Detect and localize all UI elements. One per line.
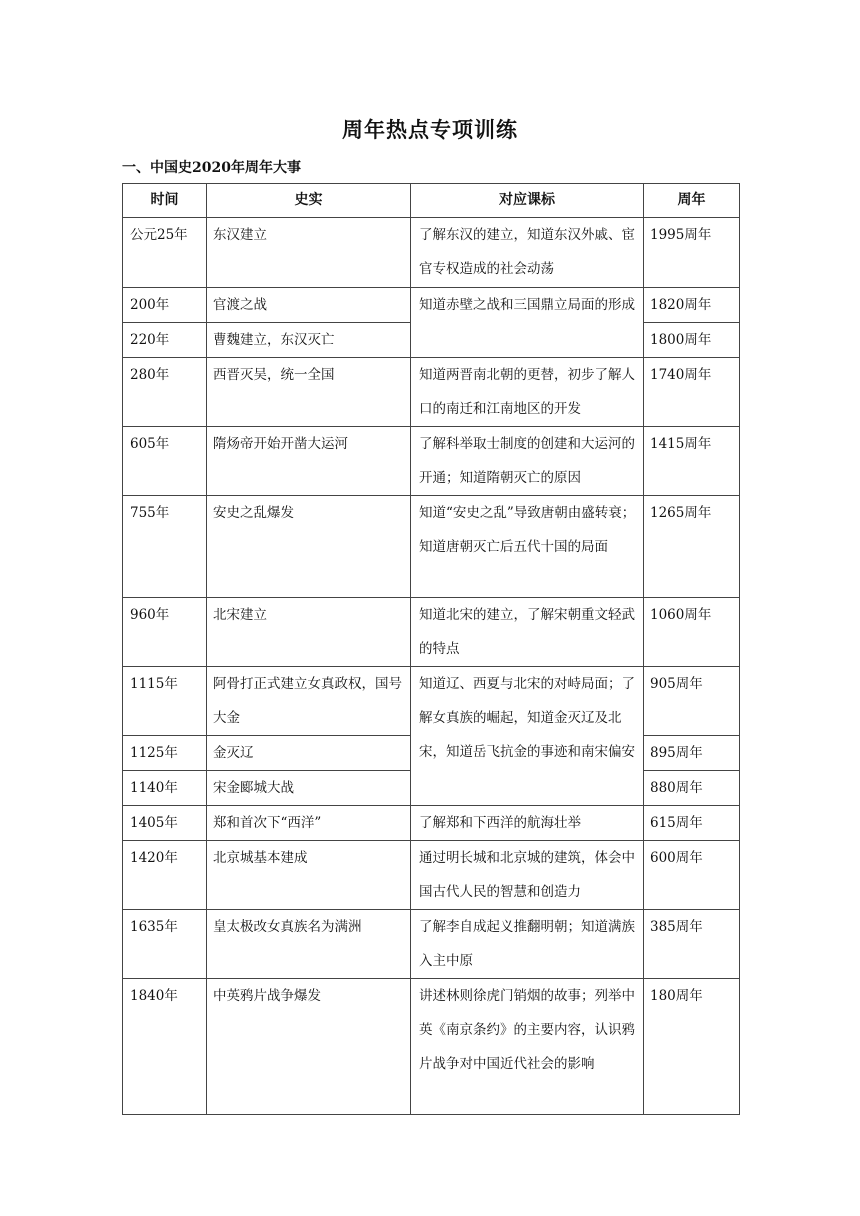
- cell-year: 1115年: [123, 667, 207, 736]
- cell-event: 金灭辽: [207, 736, 411, 771]
- cell-standard: 知道辽、西夏与北宋的对峙局面；了解女真族的崛起，知道金灭辽及北宋，知道岳飞抗金的事迹和南宋偏安: [411, 667, 644, 806]
- anniversary-events-table: [122, 183, 740, 1115]
- header-anniversary: 周年: [644, 184, 740, 218]
- cell-anniversary: 600周年: [644, 841, 740, 910]
- cell-year: 1420年: [123, 841, 207, 910]
- cell-anniversary: 615周年: [644, 806, 740, 841]
- cell-year: 1635年: [123, 910, 207, 979]
- table-row: [123, 496, 740, 598]
- cell-anniversary: 385周年: [644, 910, 740, 979]
- cell-standard: 讲述林则徐虎门销烟的故事；列举中英《南京条约》的主要内容，认识鸦片战争对中国近代社会的影响: [411, 979, 644, 1115]
- cell-anniversary: 895周年: [644, 736, 740, 771]
- cell-standard: 知道赤壁之战和三国鼎立局面的形成: [411, 288, 644, 358]
- table-row: [123, 910, 740, 979]
- cell-anniversary: 1060周年: [644, 598, 740, 667]
- cell-event: 安史之乱爆发: [207, 496, 411, 598]
- cell-event: 北京城基本建成: [207, 841, 411, 910]
- table-row: [123, 218, 740, 288]
- table-row: [123, 806, 740, 841]
- table-header-row: [123, 184, 740, 218]
- header-event: 史实: [207, 184, 411, 218]
- cell-standard: 了解郑和下西洋的航海壮举: [411, 806, 644, 841]
- cell-year: 1840年: [123, 979, 207, 1115]
- cell-year: 1405年: [123, 806, 207, 841]
- cell-year: 755年: [123, 496, 207, 598]
- cell-year: 220年: [123, 323, 207, 358]
- cell-event: 北宋建立: [207, 598, 411, 667]
- cell-standard: 通过明长城和北京城的建筑，体会中国古代人民的智慧和创造力: [411, 841, 644, 910]
- cell-standard: 知道两晋南北朝的更替，初步了解人口的南迁和江南地区的开发: [411, 358, 644, 427]
- table-row: [123, 288, 740, 323]
- cell-year: 200年: [123, 288, 207, 323]
- cell-year: 280年: [123, 358, 207, 427]
- cell-standard: 了解东汉的建立，知道东汉外戚、宦官专权造成的社会动荡: [411, 218, 644, 288]
- cell-anniversary: 1265周年: [644, 496, 740, 598]
- cell-anniversary: 1740周年: [644, 358, 740, 427]
- table-row: [123, 427, 740, 496]
- cell-standard: 知道北宋的建立，了解宋朝重文轻武的特点: [411, 598, 644, 667]
- table-row: [123, 667, 740, 736]
- cell-event: 东汉建立: [207, 218, 411, 288]
- table-row: [123, 358, 740, 427]
- cell-year: 605年: [123, 427, 207, 496]
- table-row: [123, 979, 740, 1115]
- cell-event: 中英鸦片战争爆发: [207, 979, 411, 1115]
- cell-year: 960年: [123, 598, 207, 667]
- cell-anniversary: 1995周年: [644, 218, 740, 288]
- cell-event: 隋炀帝开始开凿大运河: [207, 427, 411, 496]
- cell-year: 1125年: [123, 736, 207, 771]
- section-heading: 一、中国史2020年周年大事: [122, 160, 301, 176]
- cell-event: 皇太极改女真族名为满洲: [207, 910, 411, 979]
- header-standard: 对应课标: [411, 184, 644, 218]
- cell-event: 宋金郾城大战: [207, 771, 411, 806]
- cell-year: 公元25年: [123, 218, 207, 288]
- cell-event: 官渡之战: [207, 288, 411, 323]
- cell-anniversary: 880周年: [644, 771, 740, 806]
- cell-event: 曹魏建立，东汉灭亡: [207, 323, 411, 358]
- table-row: [123, 841, 740, 910]
- cell-year: 1140年: [123, 771, 207, 806]
- table-row: [123, 598, 740, 667]
- cell-event: 郑和首次下“西洋”: [207, 806, 411, 841]
- cell-standard: 知道“安史之乱”导致唐朝由盛转衰；知道唐朝灭亡后五代十国的局面: [411, 496, 644, 598]
- cell-event: 阿骨打正式建立女真政权，国号大金: [207, 667, 411, 736]
- cell-anniversary: 180周年: [644, 979, 740, 1115]
- cell-standard: 了解李自成起义推翻明朝；知道满族入主中原: [411, 910, 644, 979]
- header-time: 时间: [123, 184, 207, 218]
- cell-event: 西晋灭吴，统一全国: [207, 358, 411, 427]
- cell-anniversary: 1800周年: [644, 323, 740, 358]
- page-title: 周年热点专项训练: [342, 117, 518, 142]
- cell-standard: 了解科举取士制度的创建和大运河的开通；知道隋朝灭亡的原因: [411, 427, 644, 496]
- cell-anniversary: 1820周年: [644, 288, 740, 323]
- cell-anniversary: 1415周年: [644, 427, 740, 496]
- cell-anniversary: 905周年: [644, 667, 740, 736]
